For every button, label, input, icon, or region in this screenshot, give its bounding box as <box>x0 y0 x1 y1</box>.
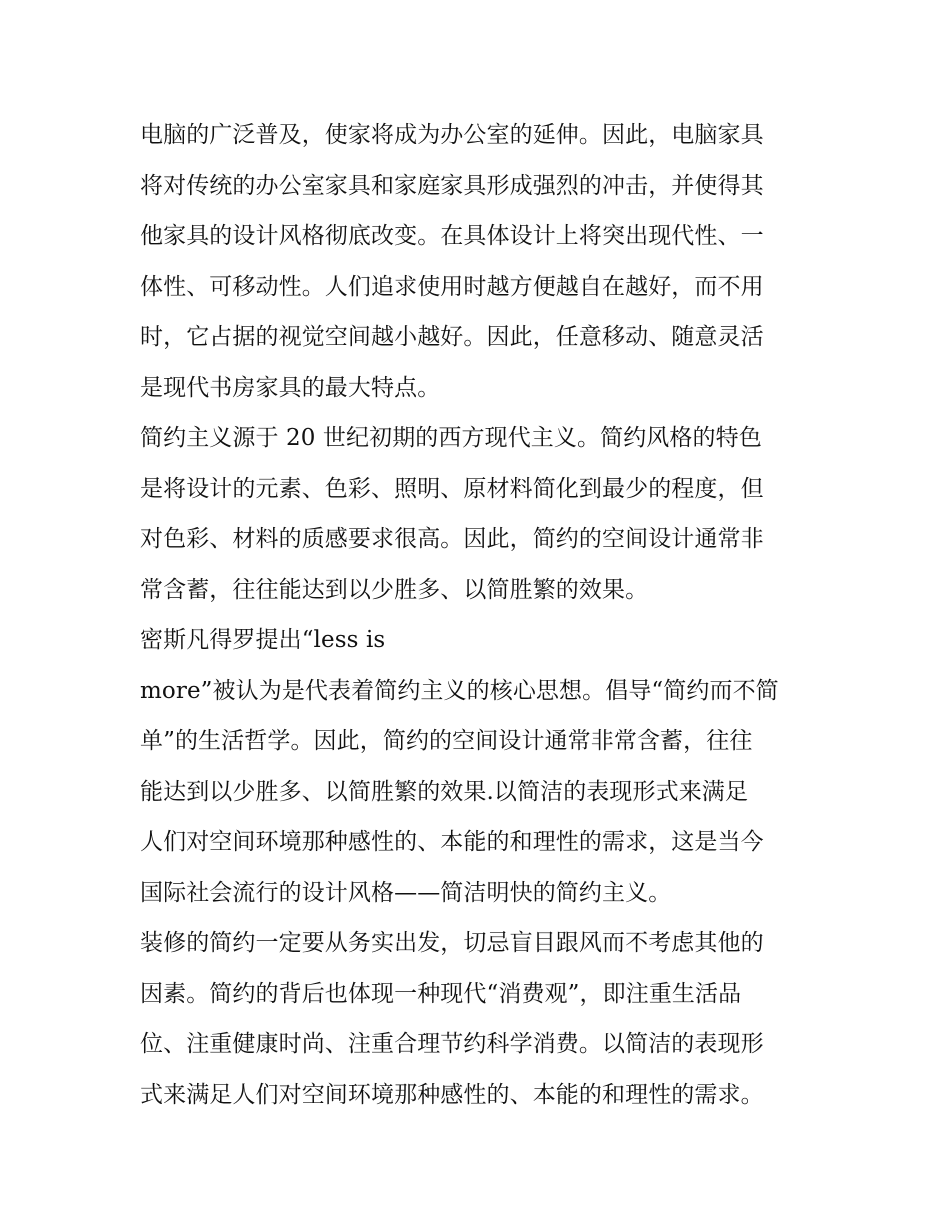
text-line: 是现代书房家具的最大特点。 <box>140 374 441 401</box>
text-line: 对色彩、材料的质感要求很高。因此，简约的空间设计通常非 <box>140 526 764 552</box>
text-line: 是将设计的元素、色彩、照明、原材料简化到最少的程度，但 <box>140 475 764 502</box>
text-line: 将对传统的办公室家具和家庭家具形成强烈的冲击，并使得其 <box>140 172 764 199</box>
text-line: 国际社会流行的设计风格——简洁明快的简约主义。 <box>140 879 672 906</box>
text-line: 能达到以少胜多、以简胜繁的效果.以简洁的表现形式来满足 <box>140 778 749 805</box>
text-line: 时，它占据的视觉空间越小越好。因此，任意移动、随意灵活 <box>140 324 764 350</box>
text-line: 密斯凡得罗提出“less is <box>140 627 386 653</box>
text-line: 他家具的设计风格彻底改变。在具体设计上将突出现代性、一 <box>140 223 764 249</box>
text-line: 人们对空间环境那种感性的、本能的和理性的需求，这是当今 <box>140 829 764 855</box>
text-line: 体性、可移动性。人们追求使用时越方便越自在越好，而不用 <box>140 273 764 300</box>
text-line: 式来满足人们对空间环境那种感性的、本能的和理性的需求。 <box>140 1081 764 1108</box>
body-text <box>140 110 820 1120</box>
text-line: 装修的简约一定要从务实出发，切忌盲目跟风而不考虑其他的 <box>140 930 764 956</box>
text-line: 单”的生活哲学。因此，简约的空间设计通常非常含蓄，往往 <box>140 728 753 754</box>
text-line: 因素。简约的背后也体现一种现代“消费观”，即注重生活品 <box>140 980 742 1007</box>
text-line: more”被认为是代表着简约主义的核心思想。倡导“简约而不简 <box>140 677 779 704</box>
text-line: 电脑的广泛普及，使家将成为办公室的延伸。因此，电脑家具 <box>140 122 764 148</box>
text-line: 位、注重健康时尚、注重合理节约科学消费。以简洁的表现形 <box>140 1031 764 1057</box>
text-line: 常含蓄，往往能达到以少胜多、以简胜繁的效果。 <box>140 576 649 603</box>
text-line: 简约主义源于 20 世纪初期的西方现代主义。简约风格的特色 <box>140 425 762 451</box>
